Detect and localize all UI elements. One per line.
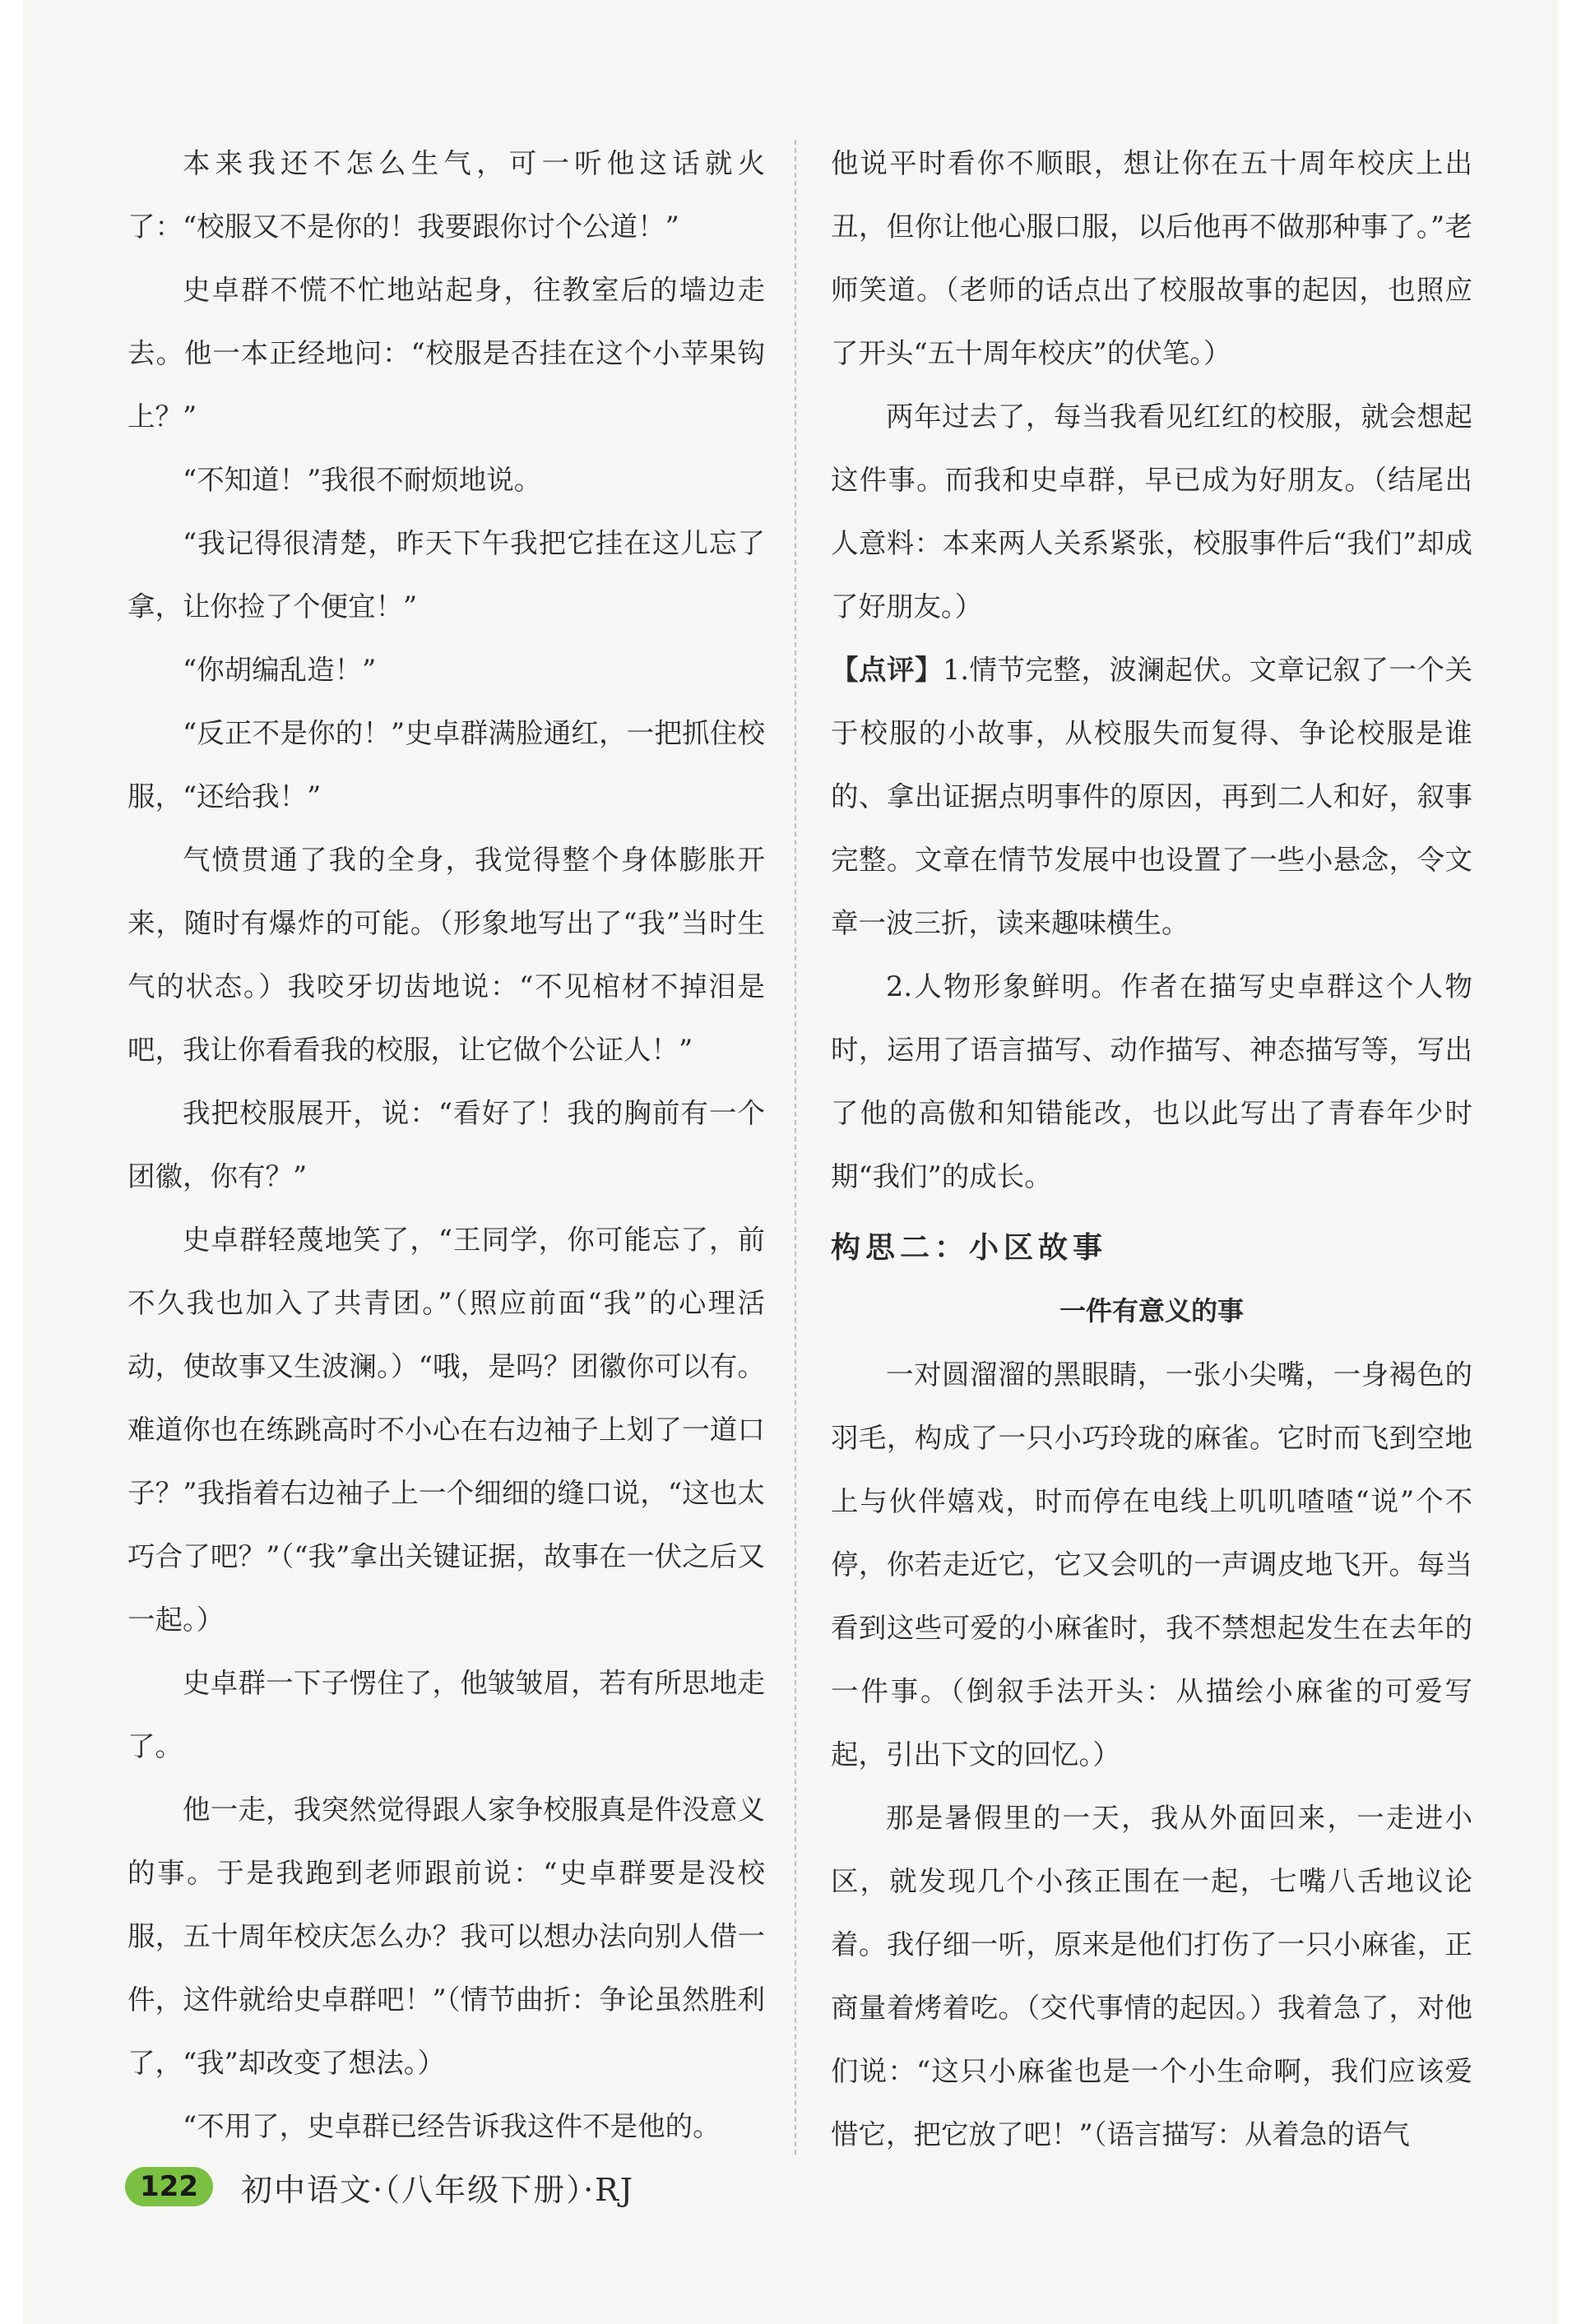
review-paragraph: 2.人物形象鲜明。作者在描写史卓群这个人物时，运用了语言描写、动作描写、神态描写等，写出了他的高傲和知错能改，也以此写出了青春年少时期“我们”的成长。 bbox=[831, 970, 1472, 1192]
paragraph: 他说平时看你不顺眼，想让你在五十周年校庆上出丑，但你让他心服口服，以后他再不做那种事了。”老师笑道。（老师的话点出了校服故事的起因，也照应了开头“五十周年校庆”的伏笔。） bbox=[831, 147, 1472, 369]
paragraph: 那是暑假里的一天，我从外面回来，一走进小区，就发现几个小孩正围在一起，七嘴八舌地议论着。我仔细一听，原来是他们打伤了一只小麻雀，正商量着烤着吃。（交代事情的起因。）我着急了，对他们说：“这只小麻雀也是一个小生命啊，我们应该爱惜它，把它放了吧！”（语言描写：从着急的语气 bbox=[831, 1802, 1472, 2150]
paragraph: 他一走，我突然觉得跟人家争校服真是件没意义的事。于是我跑到老师跟前说：“史卓群要是没校服，五十周年校庆怎么办？我可以想办法向别人借一件，这件就给史卓群吧！”（情节曲折：争论虽然胜利了，“我”却改变了想法。） bbox=[128, 1794, 765, 2079]
paragraph: 我把校服展开，说：“看好了！我的胸前有一个团徽，你有？” bbox=[128, 1097, 765, 1192]
paragraph: 一对圆溜溜的黑眼睛，一张小尖嘴，一身褐色的羽毛，构成了一只小巧玲珑的麻雀。它时而飞到空地上与伙伴嬉戏，时而停在电线上叽叽喳喳“说”个不停，你若走近它，它又会叽的一声调皮地飞开。每当看到这些可爱的小麻雀时，我不禁想起发生在去年的一件事。（倒叙手法开头：从描绘小麻雀的可爱写起，引出下文的回忆。） bbox=[831, 1359, 1472, 1771]
review-paragraph bbox=[831, 638, 1472, 955]
column-divider bbox=[795, 140, 796, 2155]
right-column bbox=[831, 132, 1472, 2166]
paragraph: 史卓群轻蔑地笑了，“王同学，你可能忘了，前不久我也加入了共青团。”（照应前面“我”的心理活动，使故事又生波澜。）“哦，是吗？团徽你可以有。难道你也在练跳高时不小心在右边袖子上划了一道口子？”我指着右边袖子上一个细细的缝口说，“这也太巧合了吧？”（“我”拿出关键证据，故事在一伏之后又一起。） bbox=[128, 1224, 765, 1636]
paragraph: 两年过去了，每当我看见红红的校服，就会想起这件事。而我和史卓群，早已成为好朋友。（结尾出人意料：本来两人关系紧张，校服事件后“我们”却成了好朋友。） bbox=[831, 400, 1472, 623]
paragraph: 史卓群一下子愣住了，他皱皱眉，若有所思地走了。 bbox=[128, 1667, 765, 1762]
review-label: 【点评】 bbox=[831, 654, 944, 686]
section-heading: 构思二：小区故事 bbox=[831, 1231, 1108, 1265]
book-title: 初中语文·（八年级下册）·RJ bbox=[240, 2171, 634, 2208]
page-footer bbox=[125, 2161, 634, 2212]
paragraph: “不用了，史卓群已经告诉我这件不是他的。 bbox=[183, 2110, 721, 2142]
paragraph: 本来我还不怎么生气，可一听他这话就火了：“校服又不是你的！我要跟你讨个公道！” bbox=[128, 147, 765, 243]
left-column bbox=[128, 132, 765, 2158]
page-number-badge: 122 bbox=[125, 2167, 213, 2206]
paragraph: 气愤贯通了我的全身，我觉得整个身体膨胀开来，随时有爆炸的可能。（形象地写出了“我”当时生气的状态。）我咬牙切齿地说：“不见棺材不掉泪是吧，我让你看看我的校服，让它做个公证人！” bbox=[128, 844, 765, 1066]
essay-title: 一件有意义的事 bbox=[1059, 1295, 1244, 1326]
paragraph: “反正不是你的！”史卓群满脸通红，一把抓住校服，“还给我！” bbox=[128, 717, 765, 812]
paragraph: “我记得很清楚，昨天下午我把它挂在这儿忘了拿，让你捡了个便宜！” bbox=[128, 527, 765, 623]
paragraph: “你胡编乱造！” bbox=[183, 654, 377, 686]
paragraph: “不知道！”我很不耐烦地说。 bbox=[183, 464, 542, 496]
paragraph: 史卓群不慌不忙地站起身，往教室后的墙边走去。他一本正经地问：“校服是否挂在这个小苹果钩上？” bbox=[128, 274, 765, 433]
review-text: 1.情节完整，波澜起伏。文章记叙了一个关于校服的小故事，从校服失而复得、争论校服是谁的、拿出证据点明事件的原因，再到二人和好，叙事完整。文章在情节发展中也设置了一些小悬念，令文章一波三折，读来趣味横生。 bbox=[831, 654, 1473, 939]
